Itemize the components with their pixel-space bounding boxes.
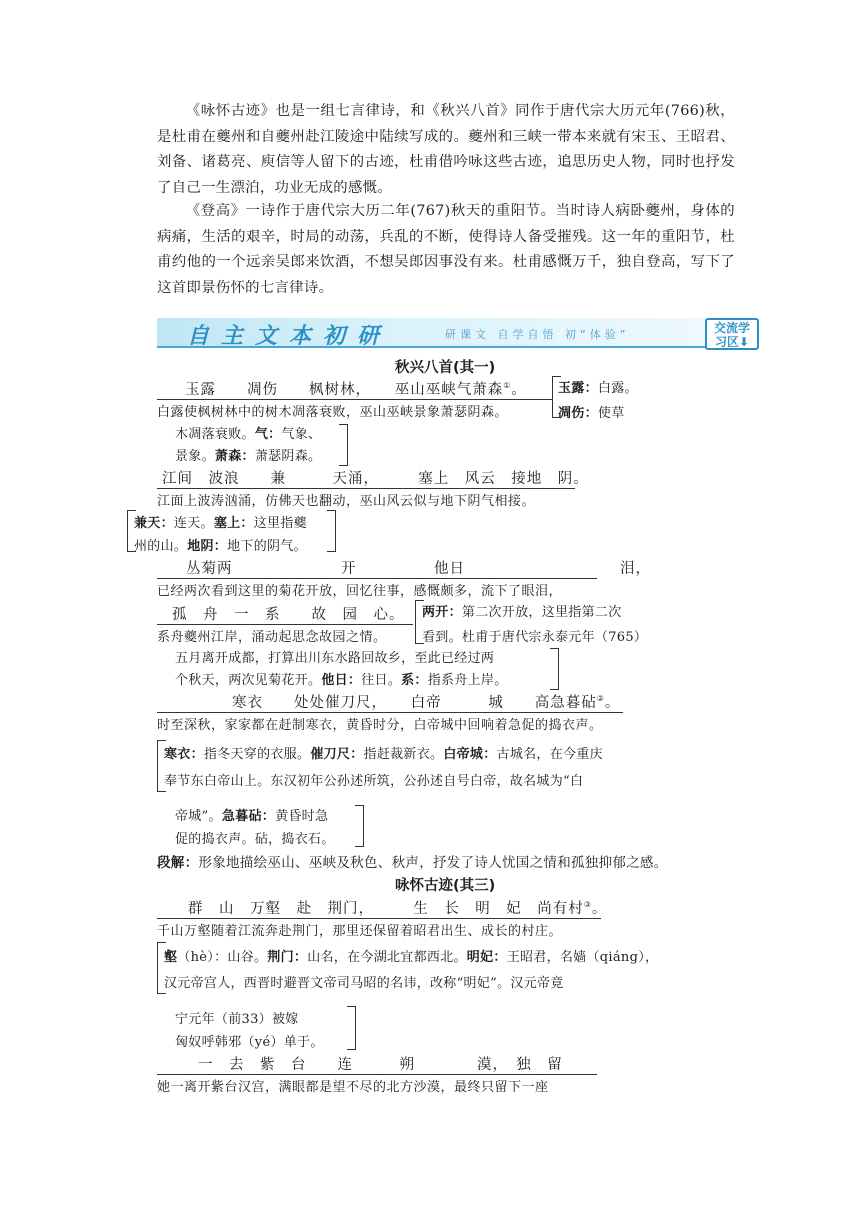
poem1-line5-end: 。 [604,695,621,711]
note-jiantian [134,512,307,531]
note-def: 帝城”。 [175,809,222,824]
note-term: 凋伤： [558,406,598,421]
note-term: 壑 [164,950,178,965]
note-def: 气象、 [281,427,322,442]
segment-label: 段解： [157,855,199,871]
note-term: 兼天： [134,516,174,531]
note-def: 这里指夔 [253,516,307,531]
note-yulu [558,377,638,396]
poem1-translation2: 江面上波涛汹涌，仿佛天也翻动，巫山风云似与地下阴气相接。 [157,494,536,509]
note-term: 系： [401,673,428,688]
note-bracket [339,424,348,466]
note-def: 萧瑟阴森。 [254,449,322,464]
banner-subtitle: 研课文 自学自悟 初“体验” [445,328,630,341]
note-def: 连天。 [173,516,214,531]
poem1-title: 秋兴八首(其一) [395,360,496,376]
footnote-marker-1: ① [503,381,512,391]
poem1-translation3: 已经两次看到这里的菊花开放，回忆往事，感慨颇多，流下了眼泪， [157,584,563,599]
note-term: 寒衣： [164,747,204,762]
note-he [164,946,658,965]
divider [157,712,623,713]
segment-explanation [157,851,668,871]
note-def: 景象。 [175,449,215,464]
section-banner [157,318,760,350]
divider [157,578,597,579]
note-liangkai-cont: 看到。杜甫于唐代宗永泰元年（765） [422,630,648,645]
divider [157,399,553,400]
poem1-line3: 丛菊两 开 他日 泪， [186,561,651,577]
poem1-line1-end: 。 [511,382,527,398]
note-bracket [550,648,559,690]
poem2-translation2: 她一离开紫台汉宫，满眼都是望不尽的北方沙漠，最终只留下一座 [157,1080,549,1095]
poem1-translation1: 白露使枫树林中的树木凋落衰败，巫山巫峡景象萧瑟阴森。 [157,405,509,420]
note-term: 明妃： [466,950,507,965]
note-term: 气： [254,427,282,442]
banner-title: 自主文本初研 [187,324,392,349]
note-term: 荆门： [267,950,308,965]
note-term: 他日： [321,673,362,688]
poem1-translation4: 系舟夔州江岸，涌动起思念故园之情。 [157,630,387,645]
poem2-title: 咏怀古迹(其三) [395,878,496,894]
footnote-marker-2: ② [596,694,605,704]
poem1-line1 [185,378,527,399]
note-def: （hè）：山谷。 [177,950,268,965]
footnote-marker-3: ③ [583,900,592,910]
note-def: 木凋落衰败。 [175,427,255,442]
note-xiaosen [175,445,321,464]
note-bracket [347,1006,356,1050]
poem1-line4: 孤 舟 一 系 故 园 心。 [172,607,405,623]
note-def: 白露。 [597,381,638,396]
note-qi [175,423,321,442]
note-liangkai-cont2: 五月离开成都，打算出川东水路回故乡，至此已经过两 [175,651,495,666]
note-def: 指系舟上岸。 [427,673,508,688]
poem2-line2: 一 去 紫 台 连 朔 漠， 独 留 [198,1057,563,1073]
note-hanyi [164,743,603,762]
poem2-translation1: 千山万壑随着江流奔赴荆门，那里还保留着昭君出生、成长的村庄。 [157,924,563,939]
note-term: 玉露： [558,381,598,396]
poem2-line1 [188,897,607,918]
divider [157,918,601,919]
intro-paragraph-2: 《登高》一诗作于唐代宗大历二年(767)秋天的重阳节。当时诗人病卧夔州，身体的病痛，生活的艰辛，时局的动荡，兵乱的不断，使得诗人备受摧残。这一年的重阳节，杜甫约他的一个远亲吴郎来饮酒，不想吴郎因事没有来。杜甫感慨万千，独自登高，写下了这首即景伤怀的七言律诗。 [157,203,735,296]
divider [157,624,413,625]
note-term: 急暮砧： [221,809,276,824]
divider [157,1074,597,1075]
poem2-line1-text: 群 山 万壑 赴 荆门， 生 长 明 妃 尚有村 [188,901,584,917]
segment-text: 形象地描绘巫山、巫峡及秋色、秋声，抒发了诗人忧国之情和孤独抑郁之感。 [198,855,668,871]
exchange-area-button[interactable] [705,318,759,350]
divider [157,488,575,489]
note-jimuzhen-cont: 促的捣衣声。砧，捣衣石。 [175,832,335,847]
poem1-translation5: 时至深秋，家家都在赶制寒衣，黄昏时分，白帝城中回响着急促的捣衣声。 [157,718,603,733]
note-bracket [327,510,336,552]
poem2-line1-end: 。 [591,901,608,917]
note-diyin [134,535,307,554]
note-mingfei-cont: 汉元帝宫人，西晋时避晋文帝司马昭的名讳，改称“明妃”。汉元帝竟 [164,976,564,991]
note-def: 州的山。 [134,539,188,554]
note-baidicheng-cont: 奉节东白帝山上。东汉初年公孙述所筑，公孙述自号白帝，故名城为“白 [164,774,584,789]
note-def: 王昭君，名嫱（qiáng）， [506,950,659,965]
note-bracket [355,805,364,847]
poem1-line5 [232,691,620,712]
note-mingfei-cont3: 匈奴呼韩邪（yé）单于。 [175,1035,324,1050]
note-liangkai [422,601,622,620]
note-term: 塞上： [213,516,254,531]
badge-line-2: 习区⬇ [714,335,750,349]
note-def: 山名，在今湖北宜都西北。 [307,950,467,965]
note-term: 白帝城： [443,747,497,762]
note-jimuzhen [175,805,328,824]
note-term: 萧森： [214,449,255,464]
intro-paragraph-1: 《咏怀古迹》也是一组七言律诗，和《秋兴八首》同作于唐代宗大历元年(766)秋，是杜甫在夔州和自夔州赴江陵途中陆续写成的。夔州和三峡一带本来就有宋玉、王昭君、刘备、诸葛亮、庾信等人留下的古迹，杜甫借吟咏这些古迹，追思历史人物，同时也抒发了自己一生漂泊，功业无成的感慨。 [157,103,735,196]
note-def: 黄昏时急 [275,809,329,824]
note-term: 催刀尺： [310,747,364,762]
note-diaoshang [558,402,625,421]
poem1-line5-text: 寒衣 处处催刀尺， 白帝 城 高急暮砧 [232,695,597,711]
note-def: 指冬天穿的衣服。 [203,747,311,762]
note-def: 古城名，在今重庆 [496,747,603,762]
note-def: 使草 [597,406,625,421]
note-term: 两开： [422,605,462,620]
note-def: 个秋天，两次见菊花开。 [175,673,322,688]
note-def: 地下的阴气。 [227,539,307,554]
note-def: 第二次开放，这里指第二次 [461,605,622,620]
poem1-line2: 江间 波浪 兼 天涌， 塞上 风云 接地 阴。 [162,471,589,487]
note-mingfei-cont2: 宁元年（前33）被嫁 [175,1012,299,1027]
note-def: 往日。 [361,673,402,688]
note-tari [175,669,508,688]
badge-line-1: 交流学 [713,321,750,335]
note-def: 指赶裁新衣。 [363,747,444,762]
note-term: 地阴： [187,539,228,554]
poem1-line1-text: 玉露 凋伤 枫树林， 巫山巫峡气萧森 [185,382,504,398]
